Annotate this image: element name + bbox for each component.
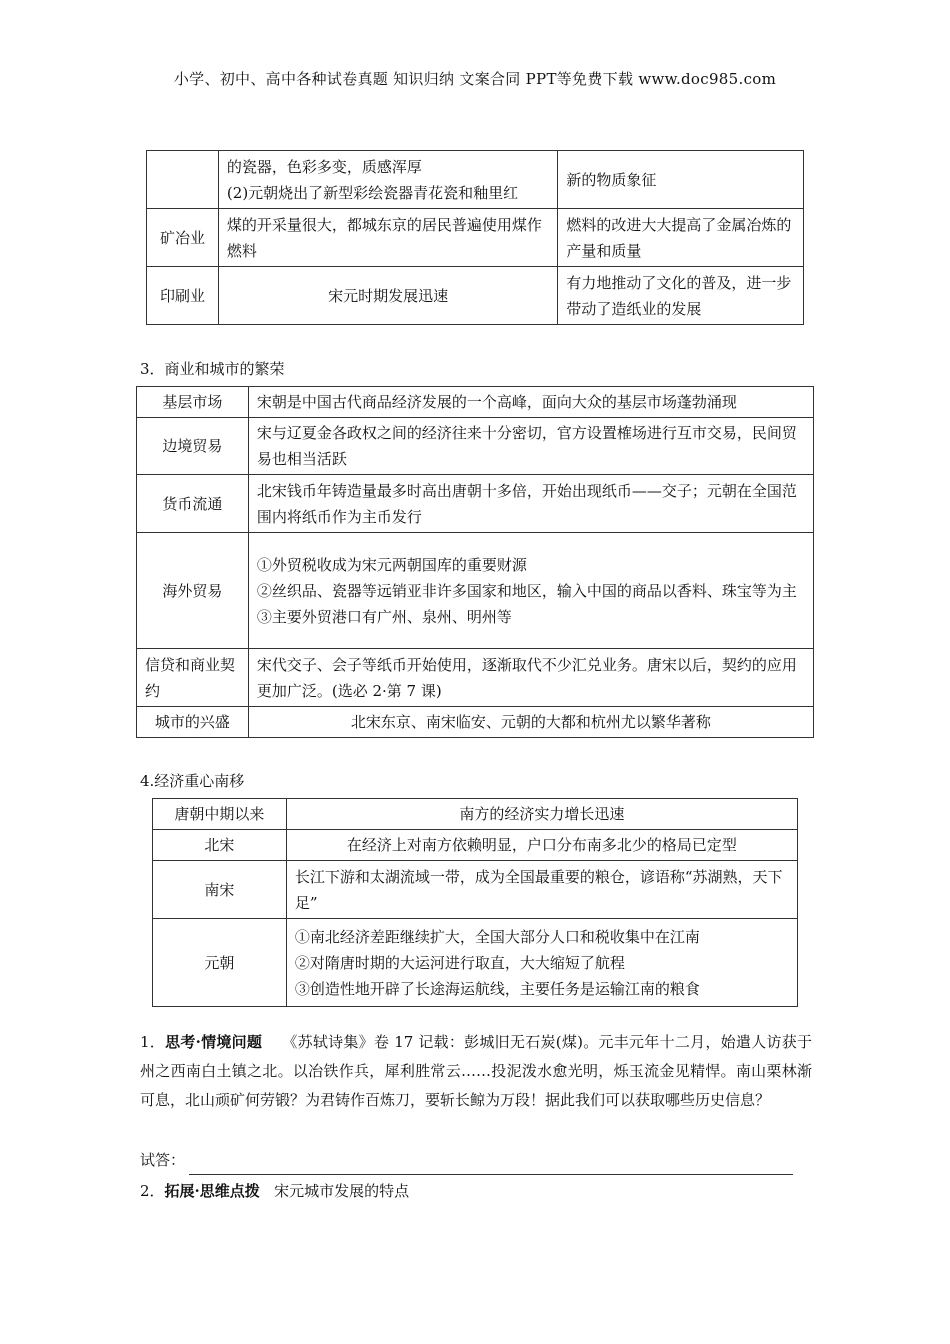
row-label: 货币流通 <box>137 475 249 533</box>
row-label <box>147 151 219 209</box>
section-3-title: 3．商业和城市的繁荣 <box>140 360 285 378</box>
content-line: ①外贸税收成为宋元两朝国库的重要财源 <box>256 555 527 574</box>
row-effect: 新的物质象征 <box>558 151 804 209</box>
row-content: 北宋钱币年铸造量最多时高出唐朝十多倍，开始出现纸币——交子；元朝在全国范围内将纸币作为主币发行 <box>248 475 813 533</box>
row-label: 基层市场 <box>137 387 249 418</box>
table-row <box>137 387 814 418</box>
table-row <box>137 649 814 707</box>
table-row <box>147 209 804 267</box>
question-2 <box>140 1177 409 1206</box>
row-content: 宋与辽夏金各政权之间的经济往来十分密切，官方设置榷场进行互市交易，民间贸易也相当活跃 <box>248 418 813 475</box>
row-label: 矿冶业 <box>147 209 219 267</box>
row-label: 北宋 <box>153 830 287 861</box>
content-line: ③创造性地开辟了长途海运航线，主要任务是运输江南的粮食 <box>294 979 700 998</box>
table-row <box>137 418 814 475</box>
row-content: 北宋东京、南宋临安、元朝的大都和杭州尤以繁华著称 <box>248 707 813 738</box>
table-row <box>147 267 804 325</box>
row-content: 南方的经济实力增长迅速 <box>286 799 797 830</box>
table-row <box>137 707 814 738</box>
page-header: 小学、初中、高中各种试卷真题 知识归纳 文案合同 PPT等免费下载 www.doc985.com <box>173 70 777 88</box>
table-row <box>153 830 798 861</box>
row-label: 信贷和商业契约 <box>137 649 249 707</box>
row-label: 唐朝中期以来 <box>153 799 287 830</box>
question-2-heading: 拓展·思维点拨 <box>164 1182 260 1200</box>
table-row <box>153 861 798 919</box>
row-effect: 有力地推动了文化的普及，进一步带动了造纸业的发展 <box>558 267 804 325</box>
economic-center-table <box>152 798 798 1007</box>
content-line: ③主要外贸港口有广州、泉州、明州等 <box>256 607 512 626</box>
row-content <box>248 533 813 649</box>
row-label: 元朝 <box>153 919 287 1007</box>
question-1-heading: 思考·情境问题 <box>165 1033 263 1051</box>
question-2-number: 2． <box>140 1182 165 1200</box>
question-1-text: 《苏轼诗集》卷 17 记载：彭城旧无石炭(煤)。元丰元年十二月，始遣人访获于州之西南白土镇之北。以冶铁作兵，犀利胜常云……投泥泼水愈光明，烁玉流金见精悍。南山栗林渐可息，北山顽矿何劳锻？为君铸作百炼刀，要斩长鲸为万段！据此我们可以获取哪些历史信息？ <box>140 1033 812 1109</box>
answer-row <box>140 1146 793 1175</box>
row-content: 长江下游和太湖流域一带，成为全国最重要的粮仓，谚语称“苏湖熟，天下足” <box>286 861 797 919</box>
row-label: 印刷业 <box>147 267 219 325</box>
row-content <box>218 151 557 209</box>
commerce-table <box>136 386 814 738</box>
answer-blank[interactable] <box>189 1158 793 1175</box>
table-row <box>153 919 798 1007</box>
content-line: 的瓷器，色彩多变，质感浑厚 <box>226 157 422 176</box>
row-label: 海外贸易 <box>137 533 249 649</box>
question-2-text: 宋元城市发展的特点 <box>274 1182 410 1200</box>
row-content: 宋代交子、会子等纸币开始使用，逐渐取代不少汇兑业务。唐宋以后，契约的应用更加广泛。(选必 2·第 7 课) <box>248 649 813 707</box>
section-4-title: 4.经济重心南移 <box>140 772 245 790</box>
table-row <box>137 475 814 533</box>
content-line: ①南北经济差距继续扩大，全国大部分人口和税收集中在江南 <box>294 927 700 946</box>
row-label: 南宋 <box>153 861 287 919</box>
row-effect: 燃料的改进大大提高了金属冶炼的产量和质量 <box>558 209 804 267</box>
row-content <box>286 919 797 1007</box>
content-line: ②丝织品、瓷器等远销亚非许多国家和地区，输入中国的商品以香料、珠宝等为主 <box>256 581 797 600</box>
row-content: 宋元时期发展迅速 <box>218 267 557 325</box>
row-label: 城市的兴盛 <box>137 707 249 738</box>
row-content: 煤的开采量很大，都城东京的居民普遍使用煤作燃料 <box>218 209 557 267</box>
row-label: 边境贸易 <box>137 418 249 475</box>
table-row <box>147 151 804 209</box>
question-1-number: 1． <box>140 1033 166 1051</box>
table-row <box>137 533 814 649</box>
question-1 <box>140 1028 812 1115</box>
row-content: 在经济上对南方依赖明显，户口分布南多北少的格局已定型 <box>286 830 797 861</box>
table-row <box>153 799 798 830</box>
answer-label: 试答： <box>140 1151 186 1169</box>
content-line: ②对隋唐时期的大运河进行取直，大大缩短了航程 <box>294 953 625 972</box>
industry-table <box>146 150 804 325</box>
row-content: 宋朝是中国古代商品经济发展的一个高峰，面向大众的基层市场蓬勃涌现 <box>248 387 813 418</box>
content-line: (2)元朝烧出了新型彩绘瓷器青花瓷和釉里红 <box>226 183 519 202</box>
